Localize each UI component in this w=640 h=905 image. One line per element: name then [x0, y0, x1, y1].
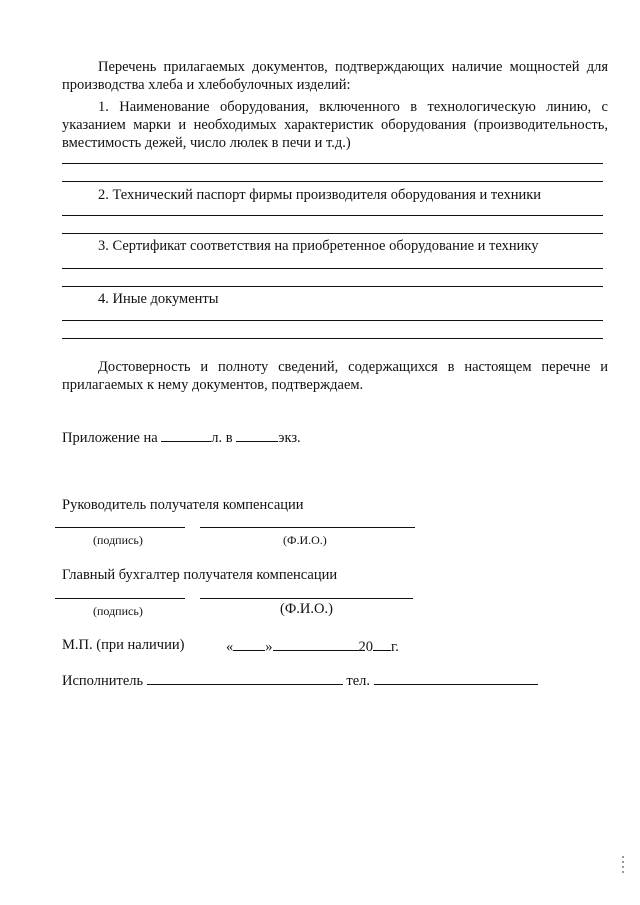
attachment-middle: л. в: [211, 430, 233, 446]
phone-label: тел.: [346, 673, 370, 689]
intro-line-2: производства хлеба и хлебобулочных изделий:: [62, 77, 351, 93]
item-2-blank-line-2[interactable]: [62, 233, 603, 234]
item-2-blank-line-1[interactable]: [62, 215, 603, 216]
director-signature-caption: (подпись): [93, 533, 143, 547]
item-3-blank-line-2[interactable]: [62, 286, 603, 287]
year-suffix: г.: [391, 639, 399, 655]
date-close-quote: »: [265, 639, 273, 655]
director-name-caption: (Ф.И.О.): [283, 533, 327, 547]
accountant-signature-field[interactable]: [55, 598, 185, 599]
accountant-signature-caption: (подпись): [93, 604, 143, 618]
scan-artifact-dots: [620, 853, 626, 883]
executor-name-field[interactable]: [147, 670, 343, 685]
sheets-count-field[interactable]: [161, 427, 211, 442]
item-1-line-1: 1. Наименование оборудования, включенного в технологическую линию, с: [98, 99, 608, 115]
accountant-name-field[interactable]: [200, 598, 413, 599]
confirmation-line-1: Достоверность и полноту сведений, содержащихся в настоящем перечне и: [98, 359, 608, 375]
attachment-prefix: Приложение на: [62, 430, 158, 446]
attachment-suffix: экз.: [278, 430, 301, 446]
item-1-line-2: указанием марки и необходимых характеристик оборудования (производительность,: [62, 117, 608, 133]
month-field[interactable]: [273, 636, 359, 651]
item-2-label: 2. Технический паспорт фирмы производителя оборудования и техники: [98, 187, 542, 203]
year-prefix: 20: [358, 639, 373, 655]
item-3-label: 3. Сертификат соответствия на приобретенное оборудование и технику: [98, 238, 539, 254]
item-1-blank-line-2[interactable]: [62, 181, 603, 182]
item-4-label: 4. Иные документы: [98, 291, 219, 307]
year-field[interactable]: [373, 636, 391, 651]
director-signature-field[interactable]: [55, 527, 185, 528]
item-4-blank-line-1[interactable]: [62, 320, 603, 321]
intro-line-1: Перечень прилагаемых документов, подтверждающих наличие мощностей для: [98, 59, 608, 75]
phone-field[interactable]: [374, 670, 538, 685]
item-1-blank-line-1[interactable]: [62, 163, 603, 164]
accountant-title: Главный бухгалтер получателя компенсации: [62, 567, 338, 583]
item-4-blank-line-2[interactable]: [62, 338, 603, 339]
day-field[interactable]: [233, 636, 265, 651]
executor-label: Исполнитель: [62, 673, 144, 689]
date-open-quote: «: [226, 639, 234, 655]
director-title: Руководитель получателя компенсации: [62, 497, 304, 513]
item-3-blank-line-1[interactable]: [62, 268, 603, 269]
confirmation-line-2: прилагаемых к нему документов, подтверждаем.: [62, 377, 364, 393]
executor-line: [62, 670, 538, 690]
attachment-line: [62, 427, 301, 447]
copies-count-field[interactable]: [236, 427, 278, 442]
item-1-line-3: вместимость дежей, число люлек в печи и т.д.): [62, 135, 351, 151]
accountant-name-caption: (Ф.И.О.): [280, 601, 333, 617]
director-name-field[interactable]: [200, 527, 415, 528]
stamp-label: М.П. (при наличии): [62, 637, 185, 653]
date-line: [226, 636, 399, 656]
